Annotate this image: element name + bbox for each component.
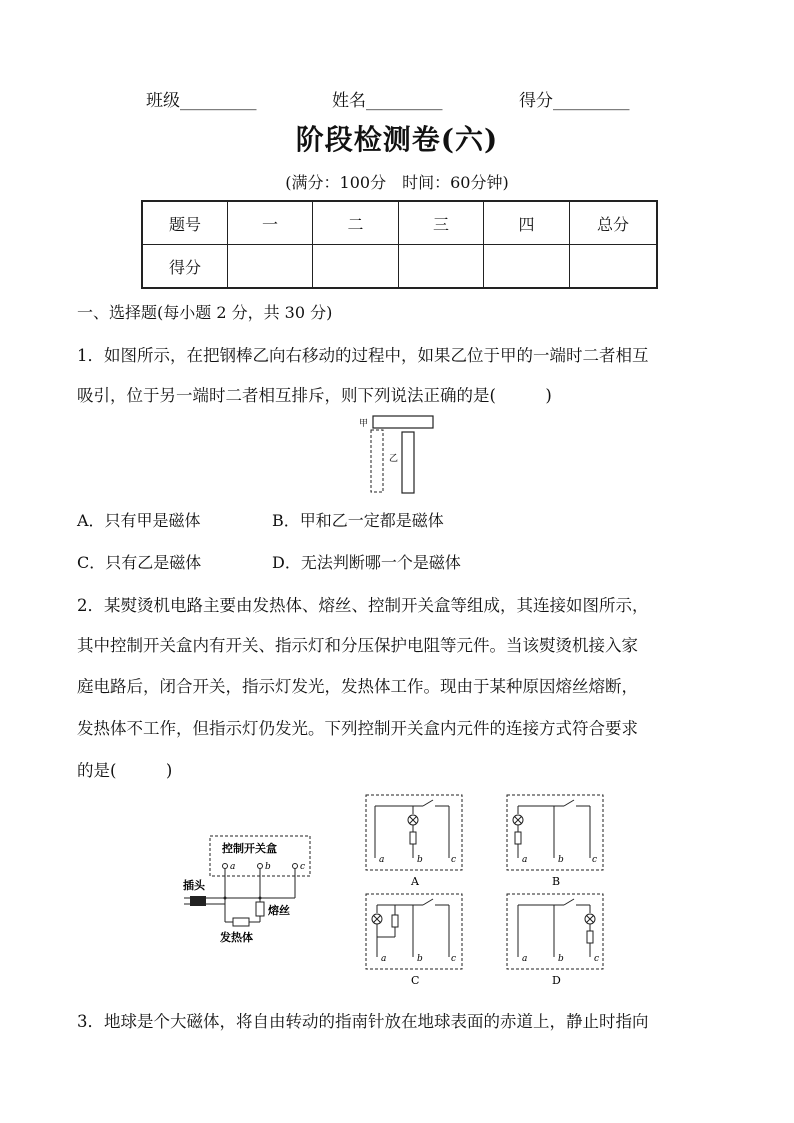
- switch-symbol: [423, 800, 433, 806]
- table-cell[interactable]: [570, 245, 658, 289]
- q1-option-d[interactable]: D．无法判断哪一个是磁体: [272, 553, 461, 572]
- q2-text-line4: 发热体不工作，但指示灯仍发光。下列控制开关盒内元件的连接方式符合要求: [77, 719, 638, 738]
- label-jia: 甲: [359, 419, 369, 429]
- option-d-label: D: [552, 974, 561, 987]
- fuse-symbol: [256, 902, 264, 916]
- resistor-symbol: [410, 832, 416, 844]
- q3-text-line1: 3．地球是个大磁体，将自由转动的指南针放在地球表面的赤道上，静止时指向: [77, 1012, 649, 1031]
- table-cell: 二: [313, 201, 399, 245]
- circuit-option-c[interactable]: [365, 893, 465, 989]
- q1-text-line1: 1．如图所示，在把钢棒乙向右移动的过程中，如果乙位于甲的一端时二者相互: [77, 346, 649, 365]
- terminal-c: c: [300, 862, 306, 872]
- q1-option-b[interactable]: B．甲和乙一定都是磁体: [272, 511, 444, 530]
- table-row: [142, 245, 657, 289]
- label-yi: 乙: [389, 454, 399, 464]
- plug-label: 插头: [183, 879, 205, 892]
- terminal-c: c: [451, 855, 457, 865]
- table-cell[interactable]: [399, 245, 484, 289]
- page-title: 阶段检测卷(六): [295, 123, 499, 156]
- bar-jia: [373, 416, 433, 428]
- terminal-c: c: [592, 855, 598, 865]
- q1-option-a[interactable]: A．只有甲是磁体: [77, 511, 201, 530]
- name-label: 姓名_________: [332, 91, 443, 111]
- exam-info: (满分：100分 时间：60分钟): [285, 173, 509, 192]
- table-cell[interactable]: [484, 245, 570, 289]
- terminal-a: a: [381, 954, 387, 964]
- circuit-option-b[interactable]: [506, 794, 606, 890]
- option-c-label: C: [411, 974, 420, 987]
- q1-option-c[interactable]: C．只有乙是磁体: [77, 553, 202, 572]
- terminal-a: a: [522, 855, 528, 865]
- table-cell[interactable]: [313, 245, 399, 289]
- bar-yi: [402, 432, 414, 493]
- terminal-a: a: [379, 855, 385, 865]
- option-b-label: B: [552, 875, 561, 888]
- q2-text-line5: 的是( ): [77, 761, 173, 780]
- score-table: [141, 200, 658, 289]
- table-cell[interactable]: [228, 245, 313, 289]
- heater-label: 发热体: [220, 931, 253, 944]
- circuit-option-a[interactable]: [365, 794, 465, 890]
- terminal-a: a: [522, 954, 528, 964]
- bar-yi-previous: [371, 430, 383, 492]
- q2-text-line1: 2．某熨烫机电路主要由发热体、熔丝、控制开关盒等组成，其连接如图所示，: [77, 596, 649, 615]
- score-label: 得分_________: [519, 91, 630, 111]
- q2-text-line2: 其中控制开关盒内有开关、指示灯和分压保护电阻等元件。当该熨烫机接入家: [77, 636, 638, 655]
- circuit-option-d[interactable]: [506, 893, 606, 989]
- terminal-b: b: [558, 954, 564, 964]
- terminal-b: b: [558, 855, 564, 865]
- control-box-label: 控制开关盒: [222, 842, 277, 855]
- table-row: [142, 201, 657, 245]
- q2-text-line3: 庭电路后，闭合开关，指示灯发光，发热体工作。现由于某种原因熔丝熔断，: [77, 677, 638, 696]
- table-cell: 得分: [142, 245, 228, 289]
- table-cell: 三: [399, 201, 484, 245]
- section-heading: 一、选择题(每小题 2 分，共 30 分): [77, 303, 333, 322]
- table-cell: 总分: [570, 201, 658, 245]
- terminal-c: c: [451, 954, 457, 964]
- class-label: 班级_________: [146, 91, 257, 111]
- q1-text-line2: 吸引，位于另一端时二者相互排斥，则下列说法正确的是( ): [77, 386, 552, 405]
- terminal-a: a: [230, 862, 236, 872]
- circuit-main-figure: [180, 832, 315, 947]
- fuse-label: 熔丝: [268, 904, 290, 917]
- terminal-c: c: [594, 954, 600, 964]
- heater-symbol: [233, 918, 249, 926]
- terminal-b: b: [417, 855, 423, 865]
- magnet-figure: [356, 412, 438, 498]
- table-cell: 四: [484, 201, 570, 245]
- table-cell: 题号: [142, 201, 228, 245]
- table-cell: 一: [228, 201, 313, 245]
- terminal-b: b: [417, 954, 423, 964]
- option-a-label: A: [411, 875, 419, 888]
- plug-icon: [190, 896, 206, 906]
- terminal-b: b: [265, 862, 271, 872]
